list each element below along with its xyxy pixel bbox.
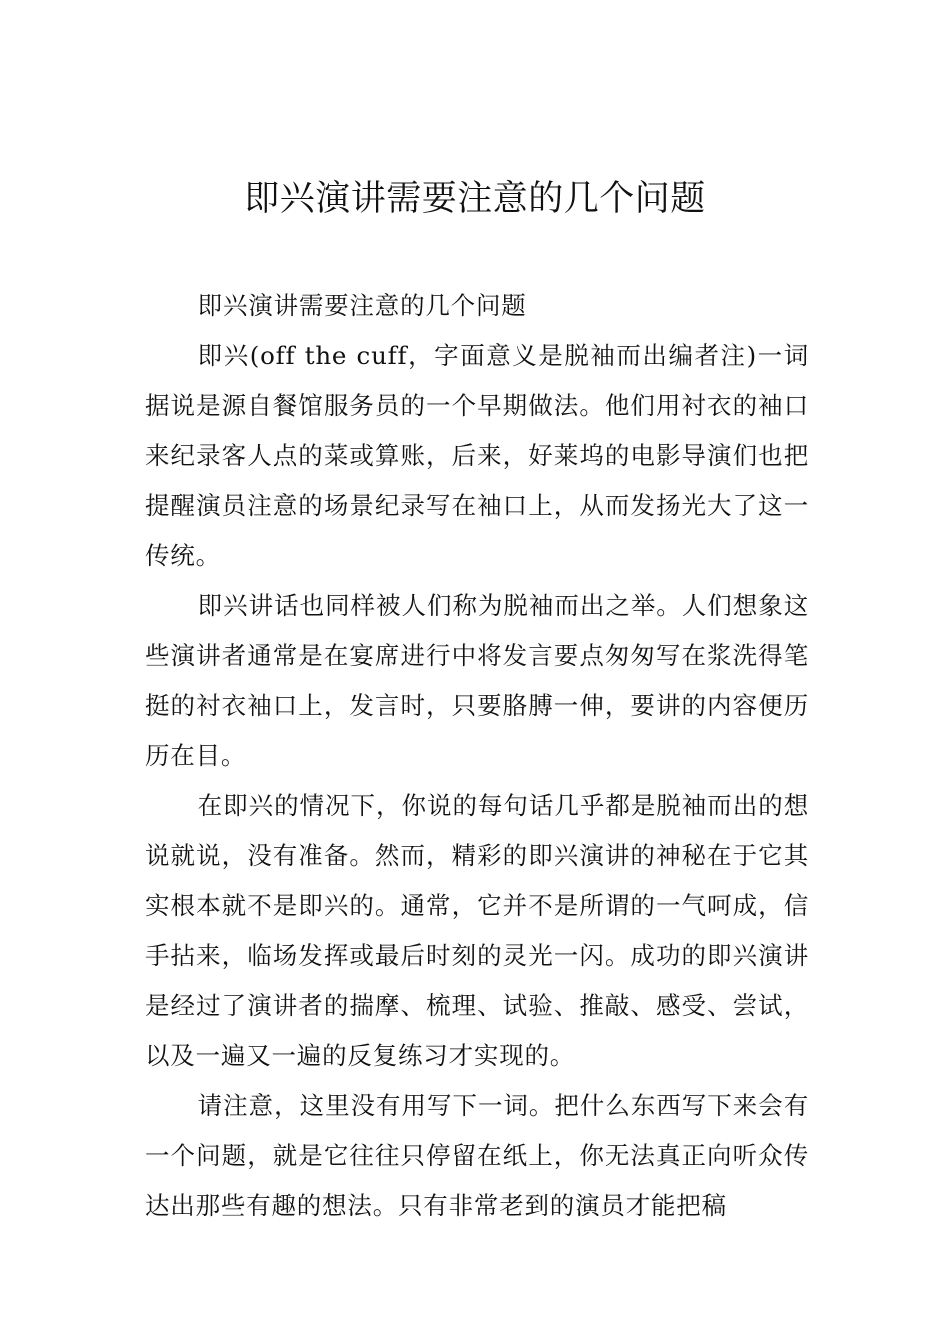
paragraph-origin: 即兴(off the cuff，字面意义是脱袖而出编者注)一词据说是源自餐馆服务员的一个早期做法。他们用衬衣的袖口来纪录客人点的菜或算账，后来，好莱坞的电影导演们也把提醒演员注意的场景纪录写在袖口上，从而发扬光大了这一传统。 bbox=[145, 341, 809, 570]
paragraph-writing-note: 请注意，这里没有用写下一词。把什么东西写下来会有一个问题，就是它往往只停留在纸上，你无法真正向听众传达出那些有趣的想法。只有非常老到的演员才能把稿 bbox=[145, 1091, 809, 1220]
document-body bbox=[145, 281, 809, 1231]
paragraph-subtitle: 即兴演讲需要注意的几个问题 bbox=[197, 291, 527, 320]
paragraph-preparation: 在即兴的情况下，你说的每句话几乎都是脱袖而出的想说就说，没有准备。然而，精彩的即兴演讲的神秘在于它其实根本就不是即兴的。通常，它并不是所谓的一气呵成，信手拈来，临场发挥或最后时刻的灵光一闪。成功的即兴演讲是经过了演讲者的揣摩、梳理、试验、推敲、感受、尝试，以及一遍又一遍的反复练习才实现的。 bbox=[145, 791, 809, 1070]
paragraph-sleeve-notes: 即兴讲话也同样被人们称为脱袖而出之举。人们想象这些演讲者通常是在宴席进行中将发言要点匆匆写在浆洗得笔挺的衬衣袖口上，发言时，只要胳膊一伸，要讲的内容便历历在目。 bbox=[145, 591, 809, 770]
document-title: 即兴演讲需要注意的几个问题 bbox=[244, 179, 706, 219]
